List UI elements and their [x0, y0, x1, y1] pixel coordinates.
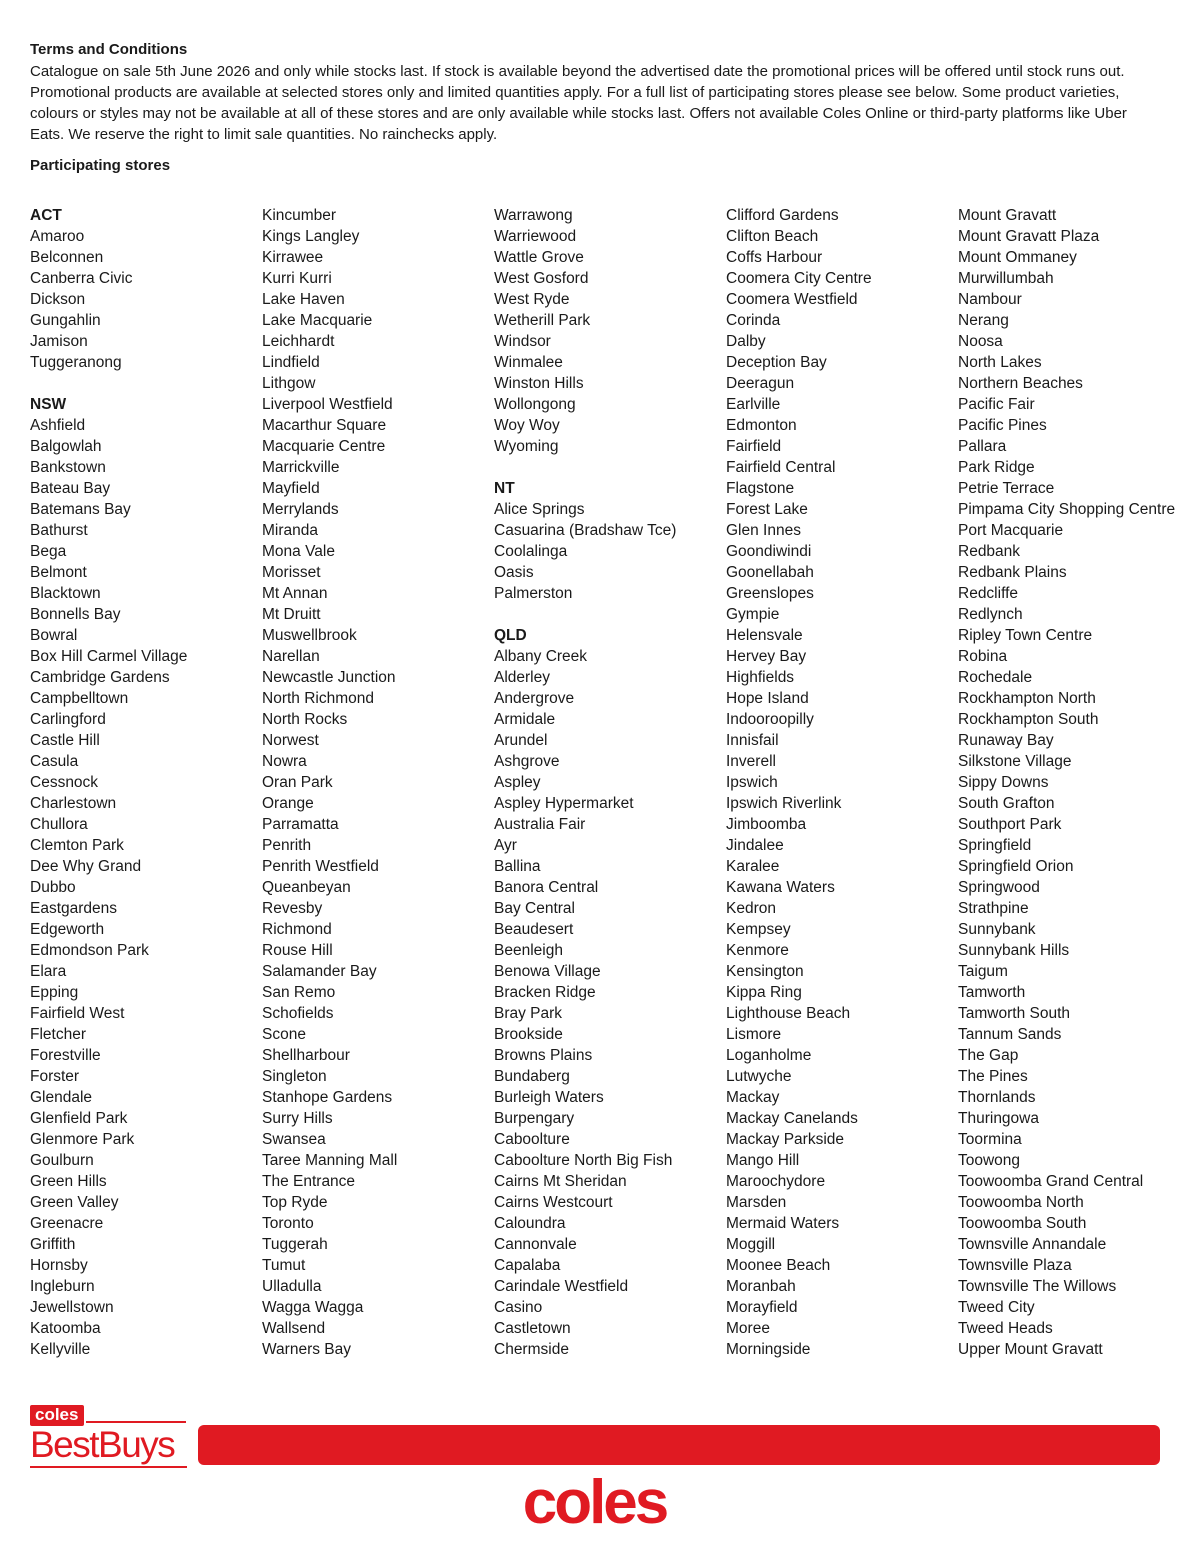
store-name: Karalee — [726, 858, 780, 875]
store-name: Liverpool Westfield — [262, 396, 393, 413]
store-name: Glenfield Park — [30, 1110, 128, 1127]
store-name: Glen Innes — [726, 522, 801, 539]
store-name: South Grafton — [958, 795, 1055, 812]
store-name: Benowa Village — [494, 963, 601, 980]
store-name: Albany Creek — [494, 648, 588, 665]
store-name: Lithgow — [262, 375, 316, 392]
store-column — [494, 205, 716, 1360]
store-name: Mount Gravatt — [958, 207, 1057, 224]
store-name: Edmonton — [726, 417, 797, 434]
store-name: Coolalinga — [494, 543, 568, 560]
store-name: Tuggerah — [262, 1236, 328, 1253]
store-name: Bateau Bay — [30, 480, 111, 497]
store-name: Greenacre — [30, 1215, 104, 1232]
store-name: Runaway Bay — [958, 732, 1054, 749]
store-name: Flagstone — [726, 480, 795, 497]
store-name: Helensvale — [726, 627, 803, 644]
store-name: Rouse Hill — [262, 942, 333, 959]
store-name: Mackay Parkside — [726, 1131, 845, 1148]
store-name: Morisset — [262, 564, 321, 581]
store-name: Rochedale — [958, 669, 1033, 686]
store-name: Tuggeranong — [30, 354, 122, 371]
store-name: Glendale — [30, 1089, 93, 1106]
store-name: Ashfield — [30, 417, 86, 434]
store-name: Blacktown — [30, 585, 101, 602]
store-name: Wollongong — [494, 396, 576, 413]
store-name: Jimboomba — [726, 816, 807, 833]
store-name: Hornsby — [30, 1257, 88, 1274]
store-name: Singleton — [262, 1068, 327, 1085]
store-name: Thornlands — [958, 1089, 1036, 1106]
store-name: Armidale — [494, 711, 556, 728]
store-name: Chullora — [30, 816, 88, 833]
store-name: Moonee Beach — [726, 1257, 831, 1274]
store-name: Carlingford — [30, 711, 106, 728]
store-name: Dalby — [726, 333, 766, 350]
store-name: Merrylands — [262, 501, 339, 518]
store-name: Lindfield — [262, 354, 320, 371]
store-name: Katoomba — [30, 1320, 101, 1337]
store-name: Tweed City — [958, 1299, 1035, 1316]
store-name: Macquarie Centre — [262, 438, 386, 455]
store-name: Brookside — [494, 1026, 563, 1043]
store-name: Mount Ommaney — [958, 249, 1077, 266]
store-name: Bega — [30, 543, 67, 560]
store-name: Edmondson Park — [30, 942, 149, 959]
store-name: Green Hills — [30, 1173, 107, 1190]
terms-section — [30, 40, 1165, 145]
store-name: Lighthouse Beach — [726, 1005, 851, 1022]
store-name: Wetherill Park — [494, 312, 591, 329]
store-name: Bonnells Bay — [30, 606, 121, 623]
store-name: Strathpine — [958, 900, 1029, 917]
store-name: Petrie Terrace — [958, 480, 1055, 497]
store-name: Bay Central — [494, 900, 575, 917]
store-name: Dickson — [30, 291, 86, 308]
store-name: Castletown — [494, 1320, 571, 1337]
store-name: Ashgrove — [494, 753, 560, 770]
store-name: Mango Hill — [726, 1152, 800, 1169]
store-name: Surry Hills — [262, 1110, 333, 1127]
store-name: Swansea — [262, 1131, 326, 1148]
store-name: Casuarina (Bradshaw Tce) — [494, 522, 677, 539]
store-name: Ipswich — [726, 774, 778, 791]
store-name: Marrickville — [262, 459, 340, 476]
store-name: Greenslopes — [726, 585, 814, 602]
store-name: West Ryde — [494, 291, 570, 308]
store-name: Eastgardens — [30, 900, 118, 917]
store-name: Tumut — [262, 1257, 306, 1274]
store-name: Winmalee — [494, 354, 563, 371]
store-name: Chermside — [494, 1341, 569, 1358]
store-name: Coomera City Centre — [726, 270, 872, 287]
store-name: Balgowlah — [30, 438, 102, 455]
store-name: Townsville The Willows — [958, 1278, 1117, 1295]
store-name: Kenmore — [726, 942, 789, 959]
store-name: Mermaid Waters — [726, 1215, 840, 1232]
store-name: Revesby — [262, 900, 323, 917]
store-name: Alice Springs — [494, 501, 585, 518]
store-name: Mayfield — [262, 480, 320, 497]
store-name: Lake Macquarie — [262, 312, 373, 329]
store-name: Cambridge Gardens — [30, 669, 170, 686]
store-name: Fairfield — [726, 438, 782, 455]
store-name: Wyoming — [494, 438, 559, 455]
store-name: Bundaberg — [494, 1068, 570, 1085]
store-name: Coffs Harbour — [726, 249, 823, 266]
store-name: Toormina — [958, 1131, 1022, 1148]
store-name: Green Valley — [30, 1194, 119, 1211]
store-name: Cairns Westcourt — [494, 1194, 613, 1211]
store-name: Nerang — [958, 312, 1009, 329]
store-name: The Entrance — [262, 1173, 356, 1190]
store-name: Wallsend — [262, 1320, 326, 1337]
store-name: Maroochydore — [726, 1173, 826, 1190]
store-name: Charlestown — [30, 795, 117, 812]
store-name: Alderley — [494, 669, 550, 686]
state-heading: NT — [494, 480, 515, 497]
store-name: Coomera Westfield — [726, 291, 858, 308]
store-name: Miranda — [262, 522, 318, 539]
store-name: Lismore — [726, 1026, 782, 1043]
store-name: Thuringowa — [958, 1110, 1039, 1127]
store-name: Ripley Town Centre — [958, 627, 1093, 644]
store-name: Gympie — [726, 606, 780, 623]
store-name: Toowong — [958, 1152, 1021, 1169]
store-name: Taigum — [958, 963, 1008, 980]
store-name: Caboolture North Big Fish — [494, 1152, 673, 1169]
store-name: Pacific Pines — [958, 417, 1047, 434]
store-name: Mount Gravatt Plaza — [958, 228, 1100, 245]
store-name: Mackay Canelands — [726, 1110, 858, 1127]
store-name: Tamworth — [958, 984, 1026, 1001]
store-name: Beenleigh — [494, 942, 563, 959]
store-name: Box Hill Carmel Village — [30, 648, 188, 665]
store-name: Caloundra — [494, 1215, 566, 1232]
store-name: West Gosford — [494, 270, 589, 287]
store-name: Dee Why Grand — [30, 858, 142, 875]
store-name: Kensington — [726, 963, 804, 980]
store-name: Browns Plains — [494, 1047, 593, 1064]
store-name: Townsville Annandale — [958, 1236, 1107, 1253]
store-name: Redcliffe — [958, 585, 1019, 602]
store-name: Silkstone Village — [958, 753, 1072, 770]
footer-red-bar — [198, 1425, 1160, 1465]
store-name: Springwood — [958, 879, 1040, 896]
store-name: Kedron — [726, 900, 776, 917]
store-name: Windsor — [494, 333, 551, 350]
store-name: Winston Hills — [494, 375, 584, 392]
logo-underline — [30, 1466, 187, 1468]
store-name: Redlynch — [958, 606, 1023, 623]
store-name: Burleigh Waters — [494, 1089, 604, 1106]
store-name: Nowra — [262, 753, 307, 770]
store-name: Cessnock — [30, 774, 99, 791]
store-name: Ingleburn — [30, 1278, 95, 1295]
store-name: Southport Park — [958, 816, 1062, 833]
store-name: Pacific Fair — [958, 396, 1035, 413]
store-name: Toowoomba North — [958, 1194, 1084, 1211]
store-name: Loganholme — [726, 1047, 812, 1064]
store-name: Highfields — [726, 669, 795, 686]
store-name: Morayfield — [726, 1299, 798, 1316]
store-name: Nambour — [958, 291, 1022, 308]
store-column — [726, 205, 948, 1360]
store-name: Toowoomba South — [958, 1215, 1087, 1232]
state-heading: NSW — [30, 396, 67, 413]
store-name: Goonellabah — [726, 564, 814, 581]
store-name: Andergrove — [494, 690, 575, 707]
store-name: Moree — [726, 1320, 770, 1337]
store-name: Canberra Civic — [30, 270, 133, 287]
store-name: Burpengary — [494, 1110, 575, 1127]
spacer — [30, 373, 252, 394]
store-name: Leichhardt — [262, 333, 335, 350]
store-name: Rockhampton North — [958, 690, 1096, 707]
store-name: Amaroo — [30, 228, 85, 245]
store-name: Jindalee — [726, 837, 784, 854]
store-name: Goulburn — [30, 1152, 94, 1169]
store-name: Bankstown — [30, 459, 106, 476]
store-name: Aspley — [494, 774, 541, 791]
store-name: Stanhope Gardens — [262, 1089, 393, 1106]
store-name: Capalaba — [494, 1257, 561, 1274]
store-name: Toowoomba Grand Central — [958, 1173, 1144, 1190]
logo-rule — [86, 1421, 186, 1423]
store-name: Palmerston — [494, 585, 573, 602]
store-name: Banora Central — [494, 879, 599, 896]
store-name: Wattle Grove — [494, 249, 584, 266]
coles-bestbuys-logo — [30, 1402, 190, 1472]
store-name: Arundel — [494, 732, 548, 749]
store-name: The Gap — [958, 1047, 1019, 1064]
store-name: Murwillumbah — [958, 270, 1054, 287]
store-name: Batemans Bay — [30, 501, 131, 518]
store-name: Indooroopilly — [726, 711, 814, 728]
coles-logo: coles — [522, 1468, 667, 1537]
participating-stores-heading: Participating stores — [30, 157, 171, 174]
store-name: Bray Park — [494, 1005, 563, 1022]
store-name: Orange — [262, 795, 314, 812]
store-name: Warners Bay — [262, 1341, 352, 1358]
store-name: Park Ridge — [958, 459, 1035, 476]
store-name: Queanbeyan — [262, 879, 351, 896]
store-name: Campbelltown — [30, 690, 129, 707]
spacer — [494, 457, 716, 478]
store-name: Tweed Heads — [958, 1320, 1053, 1337]
store-name: Casula — [30, 753, 79, 770]
store-name: Bowral — [30, 627, 78, 644]
store-name: Earlville — [726, 396, 781, 413]
store-name: Kempsey — [726, 921, 791, 938]
store-name: Bathurst — [30, 522, 88, 539]
store-name: Forster — [30, 1068, 80, 1085]
store-name: Warrawong — [494, 207, 573, 224]
store-name: Salamander Bay — [262, 963, 377, 980]
store-name: Port Macquarie — [958, 522, 1064, 539]
store-name: North Richmond — [262, 690, 374, 707]
store-name: Tamworth South — [958, 1005, 1070, 1022]
store-name: Kincumber — [262, 207, 337, 224]
store-name: Cannonvale — [494, 1236, 577, 1253]
coles-tag-logo: coles — [30, 1405, 84, 1426]
store-name: Toronto — [262, 1215, 314, 1232]
store-name: Marsden — [726, 1194, 787, 1211]
store-name: Schofields — [262, 1005, 334, 1022]
store-name: Robina — [958, 648, 1008, 665]
store-name: North Lakes — [958, 354, 1042, 371]
store-name: Jewellstown — [30, 1299, 114, 1316]
store-name: Woy Woy — [494, 417, 560, 434]
store-name: Mackay — [726, 1089, 780, 1106]
store-name: Pimpama City Shopping Centre — [958, 501, 1176, 518]
store-name: Caboolture — [494, 1131, 570, 1148]
store-name: Redbank — [958, 543, 1021, 560]
store-name: Oasis — [494, 564, 534, 581]
store-name: Clemton Park — [30, 837, 124, 854]
store-name: Wagga Wagga — [262, 1299, 364, 1316]
store-name: Redbank Plains — [958, 564, 1067, 581]
store-name: Casino — [494, 1299, 543, 1316]
store-name: Sunnybank Hills — [958, 942, 1070, 959]
store-name: Ballina — [494, 858, 541, 875]
store-name: Belmont — [30, 564, 87, 581]
store-name: San Remo — [262, 984, 336, 1001]
store-name: Hervey Bay — [726, 648, 807, 665]
state-heading: QLD — [494, 627, 527, 644]
store-name: Glenmore Park — [30, 1131, 135, 1148]
store-name: Tannum Sands — [958, 1026, 1062, 1043]
store-column — [30, 205, 252, 1360]
store-name: North Rocks — [262, 711, 348, 728]
terms-heading: Terms and Conditions — [30, 41, 188, 58]
store-name: Morningside — [726, 1341, 811, 1358]
store-name: Penrith Westfield — [262, 858, 379, 875]
store-name: Forest Lake — [726, 501, 808, 518]
store-name: Sunnybank — [958, 921, 1036, 938]
store-name: Sippy Downs — [958, 774, 1049, 791]
store-name: Mt Annan — [262, 585, 328, 602]
bestbuys-wordmark: BestBuys — [30, 1424, 175, 1465]
store-name: The Pines — [958, 1068, 1028, 1085]
store-name: Forestville — [30, 1047, 101, 1064]
store-name: Springfield — [958, 837, 1032, 854]
store-name: Deeragun — [726, 375, 795, 392]
store-name: Innisfail — [726, 732, 779, 749]
store-name: Kippa Ring — [726, 984, 802, 1001]
store-name: Scone — [262, 1026, 306, 1043]
store-name: Jamison — [30, 333, 88, 350]
store-name: Ayr — [494, 837, 517, 854]
store-name: Fairfield Central — [726, 459, 836, 476]
store-name: Muswellbrook — [262, 627, 357, 644]
store-name: Epping — [30, 984, 79, 1001]
store-name: Richmond — [262, 921, 332, 938]
store-name: Lake Haven — [262, 291, 345, 308]
store-name: Ulladulla — [262, 1278, 322, 1295]
store-name: Moranbah — [726, 1278, 796, 1295]
store-name: Inverell — [726, 753, 776, 770]
store-name: Deception Bay — [726, 354, 827, 371]
store-column — [262, 205, 484, 1360]
store-name: Elara — [30, 963, 67, 980]
store-name: Carindale Westfield — [494, 1278, 629, 1295]
terms-body: Catalogue on sale 5th June 2026 and only while stocks last. If stock is available beyond the advertised date the promotional prices will be offered until stock runs out. Promotional products are available at selected stores only and limited quantities apply. For a full list of participating stores please see below. Some product varieties, colours or styles may not be available at all of these stores and are only available while stocks last. Offers not available Coles Online or third-party platforms like Uber Eats. We reserve the right to limit sale quantities. No rainchecks apply. — [30, 63, 1127, 143]
store-name: Parramatta — [262, 816, 339, 833]
store-name: Castle Hill — [30, 732, 100, 749]
store-name: Cairns Mt Sheridan — [494, 1173, 627, 1190]
store-name: Narellan — [262, 648, 320, 665]
store-name: Australia Fair — [494, 816, 586, 833]
store-name: Noosa — [958, 333, 1003, 350]
store-name: Pallara — [958, 438, 1007, 455]
store-name: Edgeworth — [30, 921, 105, 938]
store-name: Mt Druitt — [262, 606, 321, 623]
store-name: Kings Langley — [262, 228, 360, 245]
store-name: Oran Park — [262, 774, 333, 791]
store-name: Norwest — [262, 732, 319, 749]
store-name: Kawana Waters — [726, 879, 835, 896]
store-name: Springfield Orion — [958, 858, 1074, 875]
store-name: Townsville Plaza — [958, 1257, 1072, 1274]
store-name: Clifford Gardens — [726, 207, 839, 224]
store-name: Penrith — [262, 837, 312, 854]
store-name: Top Ryde — [262, 1194, 328, 1211]
store-name: Gungahlin — [30, 312, 101, 329]
store-name: Rockhampton South — [958, 711, 1099, 728]
state-heading: ACT — [30, 207, 62, 224]
store-name: Clifton Beach — [726, 228, 819, 245]
store-name: Warriewood — [494, 228, 577, 245]
store-name: Bracken Ridge — [494, 984, 596, 1001]
spacer — [494, 604, 716, 625]
store-name: Hope Island — [726, 690, 809, 707]
store-name: Ipswich Riverlink — [726, 795, 842, 812]
store-name: Newcastle Junction — [262, 669, 396, 686]
store-name: Beaudesert — [494, 921, 574, 938]
store-name: Fairfield West — [30, 1005, 125, 1022]
store-name: Griffith — [30, 1236, 76, 1253]
store-name: Kirrawee — [262, 249, 324, 266]
store-name: Macarthur Square — [262, 417, 387, 434]
store-name: Aspley Hypermarket — [494, 795, 634, 812]
store-name: Shellharbour — [262, 1047, 350, 1064]
store-name: Mona Vale — [262, 543, 335, 560]
store-name: Taree Manning Mall — [262, 1152, 398, 1169]
store-name: Lutwyche — [726, 1068, 792, 1085]
store-name: Moggill — [726, 1236, 776, 1253]
store-name: Belconnen — [30, 249, 104, 266]
store-name: Kellyville — [30, 1341, 91, 1358]
store-column — [958, 205, 1180, 1360]
store-name: Kurri Kurri — [262, 270, 332, 287]
store-name: Corinda — [726, 312, 781, 329]
store-name: Goondiwindi — [726, 543, 812, 560]
store-name: Upper Mount Gravatt — [958, 1341, 1103, 1358]
store-name: Fletcher — [30, 1026, 86, 1043]
store-name: Northern Beaches — [958, 375, 1083, 392]
store-name: Dubbo — [30, 879, 76, 896]
